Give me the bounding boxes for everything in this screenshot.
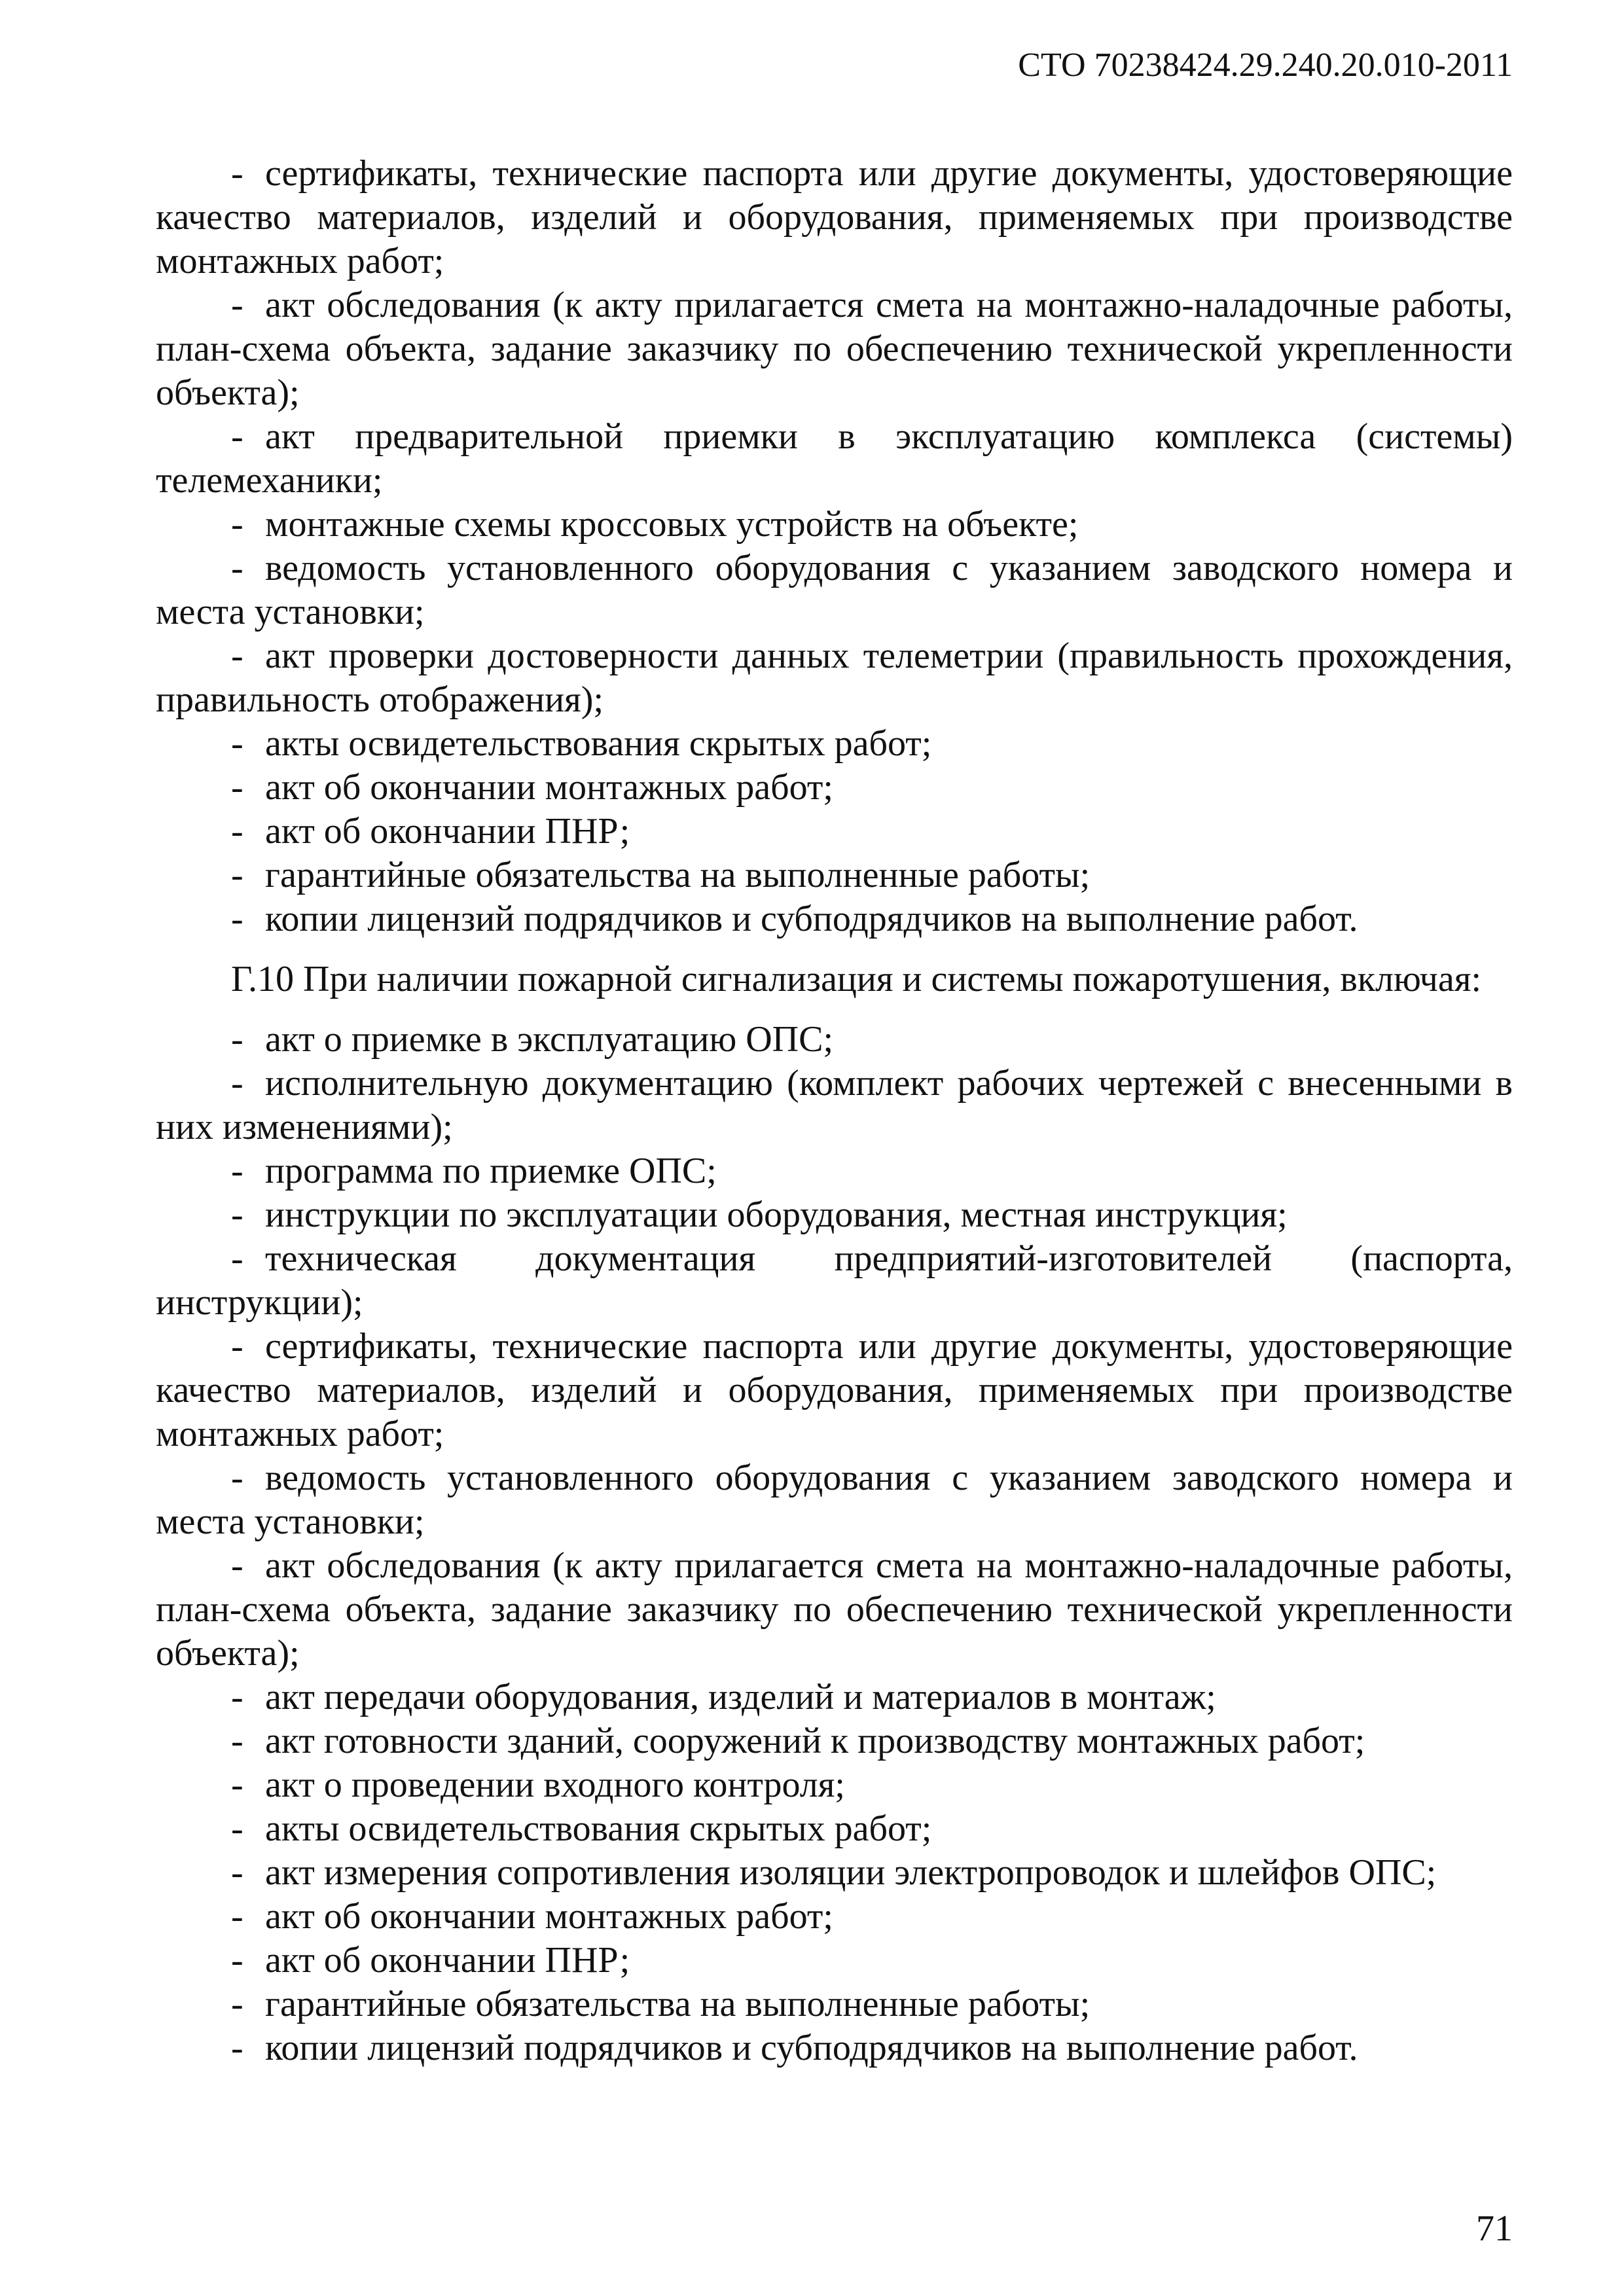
list-item (156, 1018, 1513, 1062)
list-item (156, 547, 1513, 634)
list-dash: - (231, 1852, 244, 1893)
list-dash: - (231, 548, 244, 588)
list-item (156, 1149, 1513, 1193)
list-item-text: акт готовности зданий, сооружений к производству монтажных работ; (265, 1721, 1365, 1761)
list-dash: - (231, 1808, 244, 1849)
list-dash: - (231, 1151, 244, 1191)
section-paragraph: Г.10 При наличии пожарной сигнализация и системы пожаротушения, включая: (231, 959, 1482, 999)
list-dash: - (231, 1238, 244, 1279)
list-dash: - (231, 636, 244, 676)
list-item (156, 1237, 1513, 1325)
list-item (156, 1939, 1513, 1982)
list-item-text: акт об окончании ПНР; (265, 1940, 630, 1981)
list-dash: - (231, 899, 244, 939)
list-dash: - (231, 723, 244, 764)
page-number: 71 (1476, 2208, 1513, 2249)
list-item-text: монтажные схемы кроссовых устройств на объекте; (265, 504, 1079, 545)
list-item-text: акт об окончании ПНР; (265, 811, 630, 852)
document-body (156, 152, 1513, 2070)
list-item (156, 283, 1513, 415)
list-item-text: акт обследования (к акту прилагается смета на монтажно-наладочные работы, план-схема объекта, задание заказчику по обеспечению технической укрепленности объекта); (156, 285, 1513, 413)
list-item-text: акт измерения сопротивления изоляции электропроводок и шлейфов ОПС; (265, 1852, 1437, 1893)
list-item (156, 2026, 1513, 2070)
list-item (156, 853, 1513, 897)
list-item-text: сертификаты, технические паспорта или другие документы, удостоверяющие качество материалов, изделий и оборудования, применяемых при производстве монтажных работ; (156, 1326, 1513, 1454)
list-item (156, 1193, 1513, 1237)
list-dash: - (231, 1458, 244, 1498)
list-dash: - (231, 1984, 244, 2024)
list-item-text: копии лицензий подрядчиков и субподрядчиков на выполнение работ. (265, 899, 1358, 939)
document-code-header: СТО 70238424.29.240.20.010-2011 (1018, 46, 1513, 84)
list-dash: - (231, 1194, 244, 1235)
list-item (156, 415, 1513, 503)
list-dash: - (231, 1545, 244, 1586)
list-dash: - (231, 1896, 244, 1937)
list-item (156, 1325, 1513, 1456)
list-item (156, 1807, 1513, 1851)
list-item-text: акт о приемке в эксплуатацию ОПС; (265, 1019, 833, 1060)
list-item (156, 503, 1513, 547)
list-item (156, 897, 1513, 941)
list-dash: - (231, 1019, 244, 1060)
list-item (156, 1763, 1513, 1807)
list-item-text: акт об окончании монтажных работ; (265, 767, 833, 808)
list-item (156, 766, 1513, 810)
list-item-text: программа по приемке ОПС; (265, 1151, 717, 1191)
list-dash: - (231, 1326, 244, 1367)
list-item-text: акт о проведении входного контроля; (265, 1765, 845, 1805)
list-item-text: ведомость установленного оборудования с указанием заводского номера и места установки; (156, 1458, 1513, 1542)
list-item (156, 1895, 1513, 1939)
list-dash: - (231, 1677, 244, 1717)
list-item (156, 1544, 1513, 1676)
requirements-list-1 (156, 152, 1513, 941)
list-item-text: акт обследования (к акту прилагается смета на монтажно-наладочные работы, план-схема объекта, задание заказчику по обеспечению технической укрепленности объекта); (156, 1545, 1513, 1674)
list-item (156, 722, 1513, 766)
list-item-text: акт об окончании монтажных работ; (265, 1896, 833, 1937)
list-item (156, 634, 1513, 722)
list-item-text: акт передачи оборудования, изделий и материалов в монтаж; (265, 1677, 1216, 1717)
list-item-text: копии лицензий подрядчиков и субподрядчиков на выполнение работ. (265, 2028, 1358, 2068)
list-item (156, 1456, 1513, 1544)
list-item-text: техническая документация предприятий-изготовителей (паспорта, инструкции); (156, 1238, 1513, 1323)
list-dash: - (231, 1940, 244, 1981)
list-dash: - (231, 1721, 244, 1761)
list-item (156, 1676, 1513, 1719)
requirements-list-2 (156, 1018, 1513, 2070)
list-item-text: инструкции по эксплуатации оборудования, местная инструкция; (265, 1194, 1288, 1235)
list-dash: - (231, 1063, 244, 1103)
list-item-text: исполнительную документацию (комплект рабочих чертежей с внесенными в них изменениями); (156, 1063, 1513, 1147)
list-item (156, 1982, 1513, 2026)
list-item (156, 1062, 1513, 1149)
list-item-text: акт проверки достоверности данных телеметрии (правильность прохождения, правильность отображения); (156, 636, 1513, 720)
list-item-text: сертификаты, технические паспорта или другие документы, удостоверяющие качество материалов, изделий и оборудования, применяемых при производстве монтажных работ; (156, 153, 1513, 281)
list-dash: - (231, 153, 244, 194)
list-item-text: ведомость установленного оборудования с указанием заводского номера и места установки; (156, 548, 1513, 632)
list-dash: - (231, 504, 244, 545)
list-dash: - (231, 855, 244, 895)
list-dash: - (231, 416, 244, 457)
list-item-text: гарантийные обязательства на выполненные работы; (265, 855, 1091, 895)
list-dash: - (231, 811, 244, 852)
list-item (156, 152, 1513, 283)
list-dash: - (231, 285, 244, 325)
list-item (156, 810, 1513, 853)
list-item-text: гарантийные обязательства на выполненные работы; (265, 1984, 1091, 2024)
list-dash: - (231, 767, 244, 808)
list-dash: - (231, 2028, 244, 2068)
list-item (156, 1719, 1513, 1763)
list-item (156, 1851, 1513, 1895)
list-item-text: акты освидетельствования скрытых работ; (265, 1808, 932, 1849)
list-dash: - (231, 1765, 244, 1805)
list-item-text: акты освидетельствования скрытых работ; (265, 723, 932, 764)
list-item-text: акт предварительной приемки в эксплуатацию комплекса (системы) телемеханики; (156, 416, 1513, 501)
